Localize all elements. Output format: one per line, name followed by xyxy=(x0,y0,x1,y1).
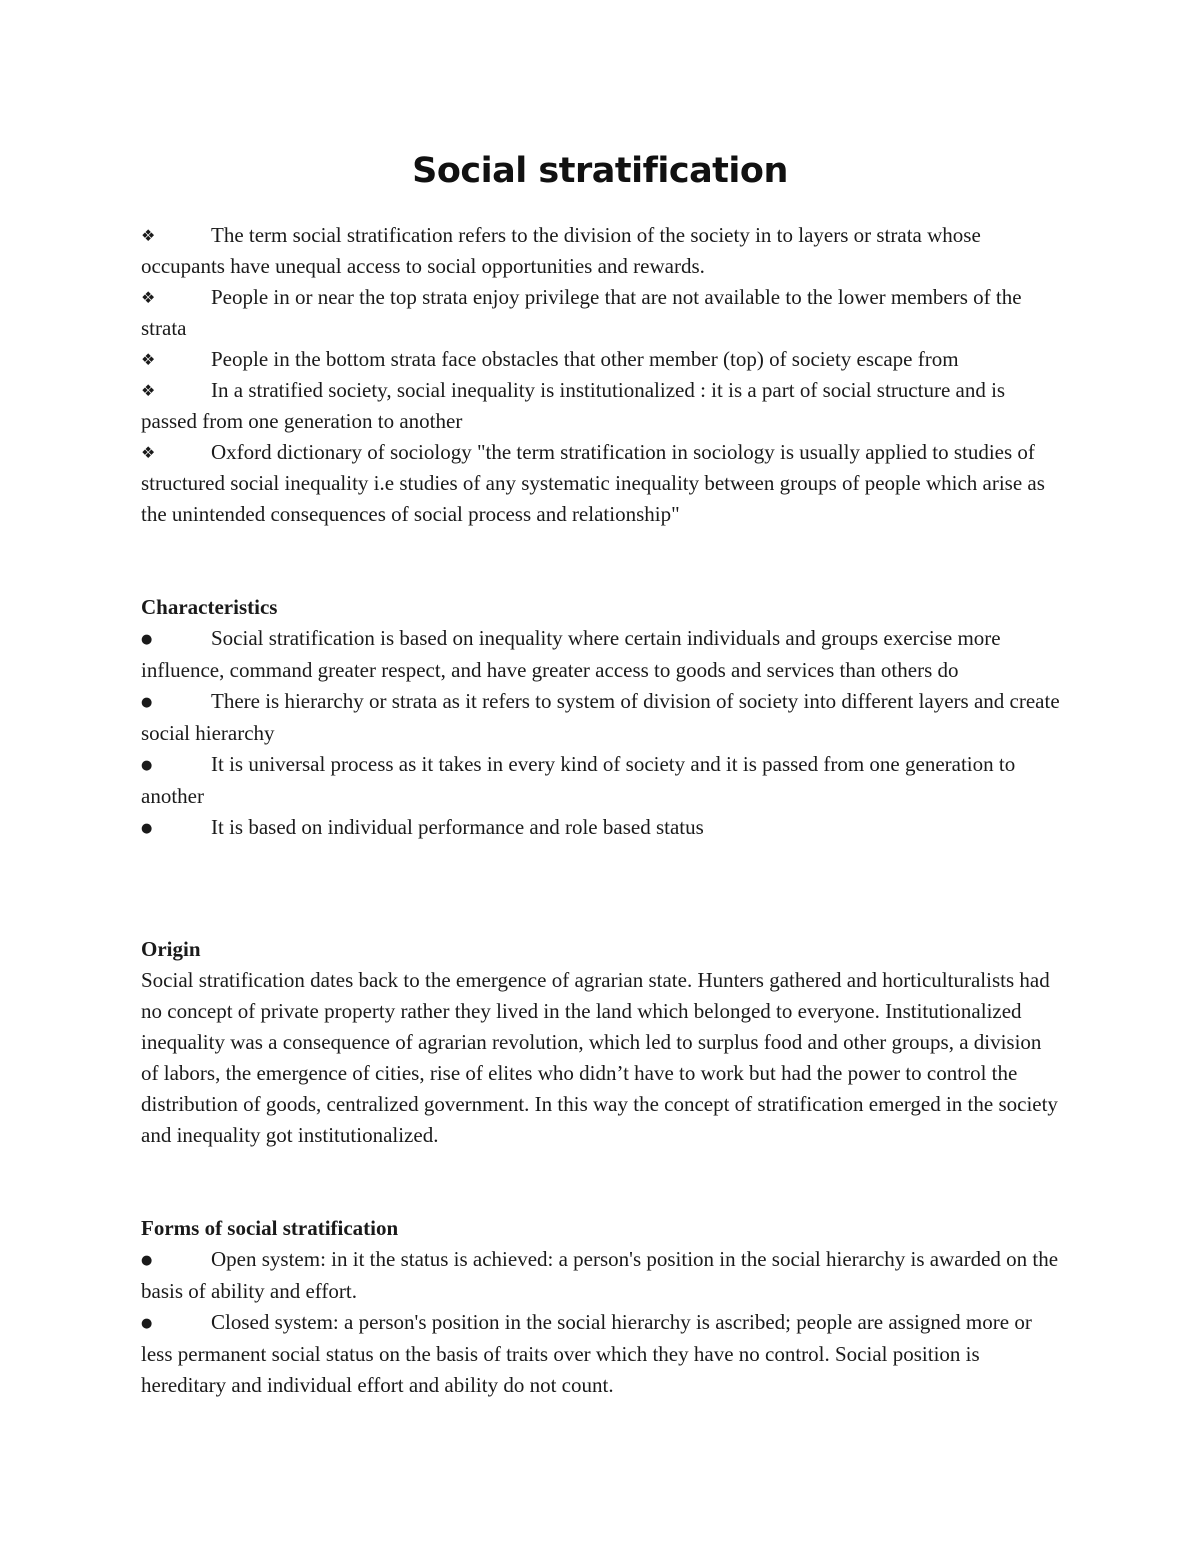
section-heading: Forms of social stratification xyxy=(141,1216,399,1240)
list-item-text: Closed system: a person's position in the social hierarchy is ascribed; people are assigned more or less permanent social status on the basis of traits over which they have no control. Social position is hereditary and individual effort and ability do not count. xyxy=(141,1310,1032,1397)
diamond-bullet-icon: ❖ xyxy=(141,226,156,245)
list-item-text: In a stratified society, social inequality is institutionalized : it is a part of social structure and is passed from one generation to another xyxy=(141,378,1006,433)
list-item xyxy=(141,344,1061,375)
list-item xyxy=(141,812,1061,844)
list-item xyxy=(141,623,1061,686)
list-item-text: There is hierarchy or strata as it refers to system of division of society into different layers and create social hierarchy xyxy=(141,689,1060,745)
list-item xyxy=(141,749,1061,812)
list-item-text: The term social stratification refers to the division of the society in to layers or strata whose occupants have unequal access to social opportunities and rewards. xyxy=(141,223,981,278)
list-item xyxy=(141,282,1061,344)
list-item-text: Social stratification is based on inequality where certain individuals and groups exercise more influence, command greater respect, and have greater access to goods and services than others do xyxy=(141,626,1001,682)
list-item-text: Open system: in it the status is achieved: a person's position in the social hierarchy is awarded on the basis of ability and effort. xyxy=(141,1247,1059,1303)
list-item-text: It is based on individual performance and role based status xyxy=(211,815,704,839)
diamond-bullet-icon: ❖ xyxy=(141,350,156,369)
round-bullet-icon: ● xyxy=(141,821,153,836)
list-item-text: It is universal process as it takes in every kind of society and it is passed from one generation to another xyxy=(141,752,1016,808)
origin-paragraph: Social stratification dates back to the emergence of agrarian state. Hunters gathered and horticulturalists had no concept of private property rather they lived in the land which belonged to everyone. Institutionalized inequality was a consequence of agrarian revolution, which led to surplus food and other groups, a division of labors, the emergence of cities, rise of elites who didn’t have to work but had the power to control the distribution of goods, centralized government. In this way the concept of stratification emerged in the society and inequality got institutionalized. xyxy=(141,968,1058,1147)
list-item-text: People in or near the top strata enjoy privilege that are not available to the lower members of the strata xyxy=(141,285,1022,340)
intro-list xyxy=(141,220,1061,530)
diamond-bullet-icon: ❖ xyxy=(141,381,156,400)
section-heading: Characteristics xyxy=(141,595,278,619)
round-bullet-icon: ● xyxy=(141,1316,153,1331)
round-bullet-icon: ● xyxy=(141,758,153,773)
list-item xyxy=(141,220,1061,282)
list-item xyxy=(141,1307,1061,1401)
forms-section xyxy=(141,1213,1061,1401)
list-item xyxy=(141,437,1061,530)
characteristics-section xyxy=(141,592,1061,844)
round-bullet-icon: ● xyxy=(141,1253,153,1268)
round-bullet-icon: ● xyxy=(141,695,153,710)
section-heading: Origin xyxy=(141,937,201,961)
diamond-bullet-icon: ❖ xyxy=(141,443,156,462)
origin-section xyxy=(141,934,1061,1151)
list-item xyxy=(141,686,1061,749)
page-title: Social stratification xyxy=(412,151,788,191)
round-bullet-icon: ● xyxy=(141,632,153,647)
list-item-text: People in the bottom strata face obstacles that other member (top) of society escape from xyxy=(211,347,959,371)
list-item-text: Oxford dictionary of sociology "the term stratification in sociology is usually applied to studies of structured social inequality i.e studies of any systematic inequality between groups of people which arise as the unintended consequences of social process and relationship" xyxy=(141,440,1045,526)
list-item xyxy=(141,375,1061,437)
diamond-bullet-icon: ❖ xyxy=(141,288,156,307)
list-item xyxy=(141,1244,1061,1307)
